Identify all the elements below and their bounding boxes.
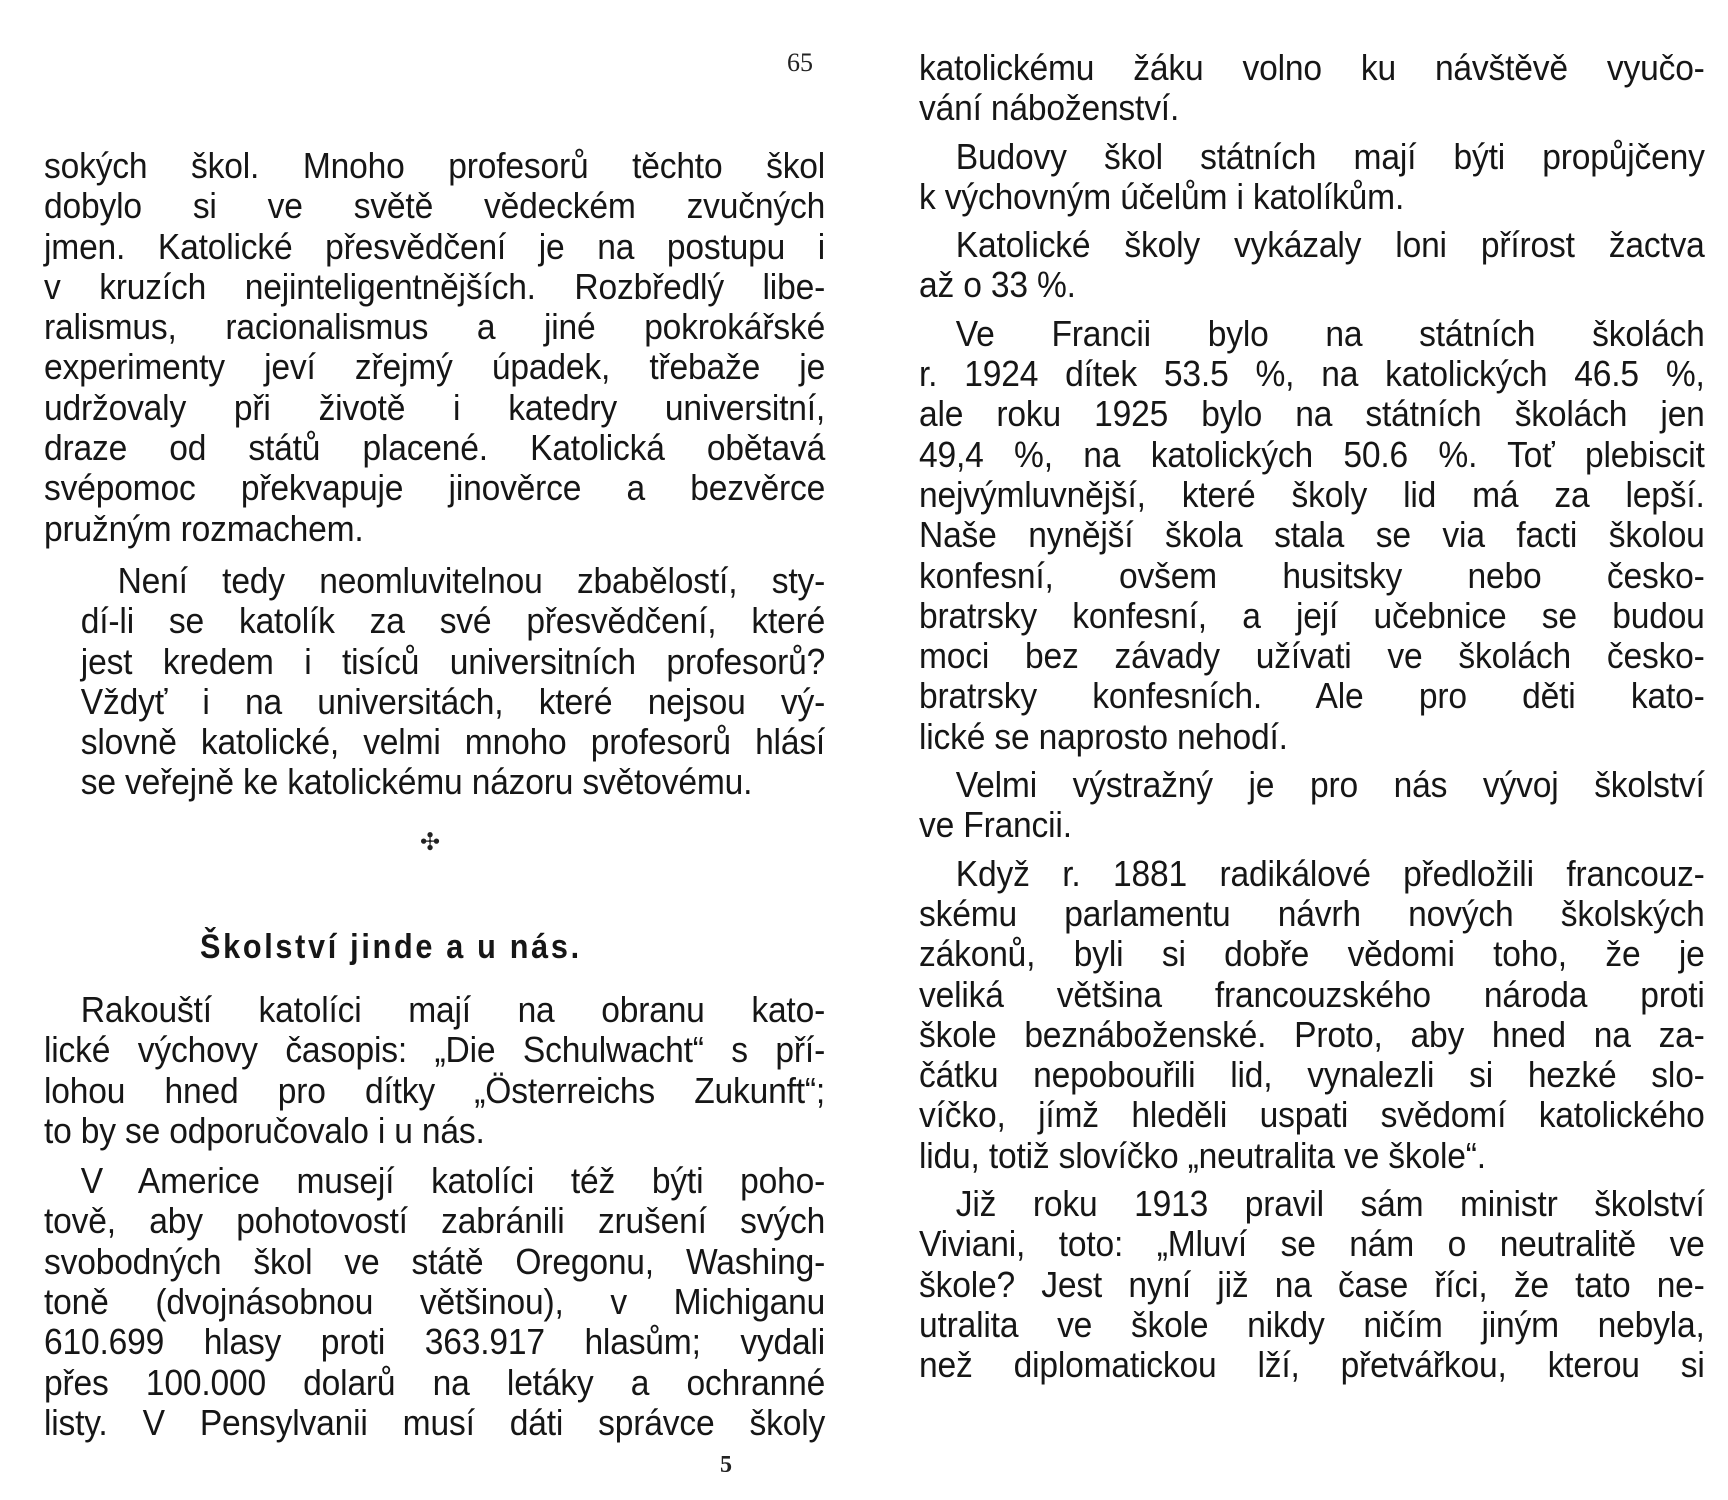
text-line: víčko, jímž hleděli uspati svědomí katolického — [919, 1094, 1705, 1136]
text-line: svobodných škol ve státě Oregonu, Washing- — [44, 1240, 826, 1282]
text-line: slovně katolické, velmi mnoho profesorů hlásí — [80, 721, 826, 763]
text-line: Není tedy neomluvitelnou zbabělostí, sty- — [117, 559, 826, 601]
text-line: bratrsky konfesních. Ale pro děti kato- — [919, 675, 1705, 717]
text-line: sokých škol. Mnoho profesorů těchto škol — [44, 145, 826, 186]
section-heading: Školství jinde a u nás. — [200, 928, 582, 966]
text-line: Viviani, toto: „Mluví se nám o neutralitě ve — [919, 1223, 1705, 1265]
text-line: draze od států placené. Katolická obětavá — [44, 427, 826, 469]
text-line: Rakouští katolíci mají na obranu kato- — [80, 989, 826, 1030]
ornament-icon: ✣ — [420, 828, 441, 856]
text-line: Vždyť i na universitách, které nejsou vý- — [80, 680, 826, 722]
paragraph — [919, 765, 1705, 846]
text-line: Budovy škol státních mají býti propůjčeny — [955, 135, 1705, 177]
text-line: pružným rozmachem. — [44, 507, 364, 549]
paragraph — [919, 854, 1705, 1176]
text-line: 49,4 %, na katolických 50.6 %. Toť plebiscit — [919, 433, 1705, 475]
left-column-upper — [44, 146, 825, 811]
text-line: dí-li se katolík za své přesvědčení, které — [80, 600, 826, 642]
text-line: tově, aby pohotovostí zabránili zrušení svých — [44, 1200, 826, 1242]
text-line: ralismus, racionalismus a jiné pokrokářské — [44, 306, 826, 348]
text-line: V Americe musejí katolíci též býti poho- — [80, 1160, 826, 1202]
text-line: toně (dvojnásobnou většinou), v Michiganu — [44, 1281, 826, 1323]
text-line: až o 33 %. — [919, 264, 1076, 306]
text-line: utralita ve škole nikdy ničím jiným nebyla, — [919, 1303, 1705, 1345]
text-line: dobylo si ve světě vědeckém zvučných — [44, 185, 826, 227]
text-line: Když r. 1881 radikálové předložili francouz- — [955, 852, 1705, 894]
text-line: svépomoc překvapuje jinověrce a bezvěrce — [44, 467, 826, 509]
text-line: katolickému žáku volno ku návštěvě vyučo- — [919, 47, 1705, 88]
text-line: moci bez závady užívati ve školách česko- — [919, 635, 1705, 677]
text-line: k výchovným účelům i katolíkům. — [919, 175, 1405, 217]
paragraph — [44, 561, 825, 803]
text-line: škole? Jest nyní již na čase říci, že tato ne- — [919, 1263, 1705, 1305]
text-line: čátku nepobouřili lid, vynalezli si hezké slo- — [919, 1054, 1705, 1096]
paragraph — [919, 225, 1705, 306]
text-line: než diplomatickou lží, přetvářkou, kterou si — [919, 1344, 1705, 1386]
right-column — [919, 48, 1705, 1394]
right-page — [864, 0, 1728, 1500]
text-line: nejvýmluvnější, které školy lid má za lepší. — [919, 473, 1705, 515]
page-number: 65 — [787, 48, 813, 77]
text-line: Naše nynější škola stala se via facti školou — [919, 514, 1705, 556]
text-line: Ve Francii bylo na státních školách — [955, 312, 1705, 354]
text-line: Velmi výstražný je pro nás vývoj školství — [955, 764, 1705, 806]
paragraph — [919, 1184, 1705, 1385]
paragraph — [44, 990, 825, 1151]
text-line: udržovaly při životě i katedry universitní, — [44, 386, 826, 428]
paragraph — [44, 146, 825, 549]
text-line: se veřejně ke katolickému názoru světovému. — [80, 761, 753, 803]
text-line: přes 100.000 dolarů na letáky a ochranné — [44, 1361, 826, 1403]
text-line: vání náboženství. — [919, 87, 1180, 129]
text-line: lické výchovy časopis: „Die Schulwacht“ s pří- — [44, 1029, 826, 1071]
text-line: konfesní, ovšem husitsky nebo česko- — [919, 554, 1705, 596]
text-line: r. 1924 dítek 53.5 %, na katolických 46.5 %, — [919, 353, 1705, 395]
text-line: lidu, totiž slovíčko „neutralita ve škole“. — [919, 1134, 1486, 1176]
text-line: 610.699 hlasy proti 363.917 hlasům; vydali — [44, 1321, 826, 1363]
text-line: bratrsky konfesní, a její učebnice se budou — [919, 594, 1705, 636]
paragraph — [919, 48, 1705, 129]
text-line: ale roku 1925 bylo na státních školách jen — [919, 393, 1705, 435]
left-column-lower — [44, 990, 825, 1451]
text-line: Katolické školy vykázaly loni přírost žactva — [955, 224, 1705, 266]
text-line: experimenty jeví zřejmý úpadek, třebaže je — [44, 346, 826, 388]
paragraph — [919, 137, 1705, 218]
text-line: jmen. Katolické přesvědčení je na postupu i — [44, 225, 826, 267]
text-line: ve Francii. — [919, 804, 1072, 846]
text-line: Již roku 1913 pravil sám ministr školství — [955, 1183, 1705, 1225]
paragraph — [919, 314, 1705, 757]
text-line: lohou hned pro dítky „Österreichs Zukunft“; — [44, 1069, 826, 1111]
text-line: zákonů, byli si dobře vědomi toho, že je — [919, 933, 1705, 975]
text-line: lické se naprosto nehodí. — [919, 715, 1288, 757]
text-line: v kruzích nejinteligentnějších. Rozbředlý libe- — [44, 265, 826, 307]
paragraph — [44, 1161, 825, 1443]
text-line: veliká většina francouzského národa proti — [919, 973, 1705, 1015]
text-line: listy. V Pensylvanii musí dáti správce školy — [44, 1401, 826, 1443]
signature-mark: 5 — [720, 1452, 732, 1478]
text-line: skému parlamentu návrh nových školských — [919, 892, 1705, 934]
text-line: to by se odporučovalo i u nás. — [44, 1109, 485, 1151]
text-line: jest kredem i tisíců universitních profesorů? — [80, 640, 826, 682]
text-line: škole beznáboženské. Proto, aby hned na za- — [919, 1013, 1705, 1055]
